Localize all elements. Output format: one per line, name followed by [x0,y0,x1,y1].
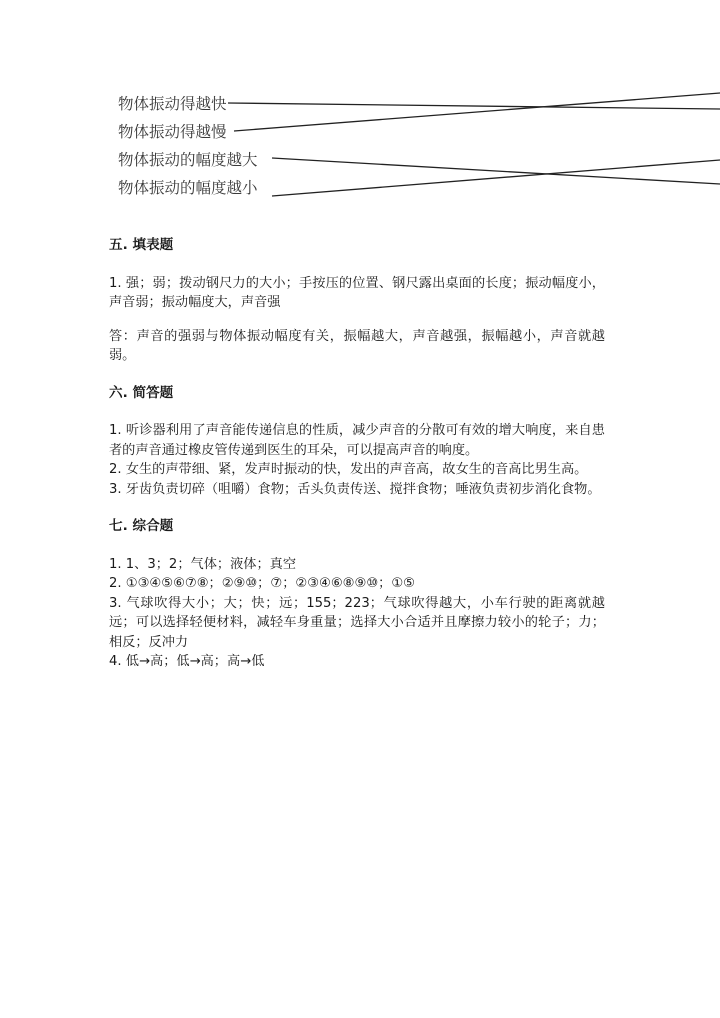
section-7-item-1: 1. 1、3；2；气体；液体；真空 [109,556,297,572]
answer-content [109,236,605,690]
match-label-small-amplitude: 物体振动的幅度越小 [118,179,258,197]
section-5 [109,236,605,366]
match-line-large [272,158,720,184]
match-line-slow [234,93,720,131]
match-line-small [272,160,720,196]
match-label-slow: 物体振动得越慢 [118,123,227,141]
section-7-item-2: 2. ①③④⑤⑥⑦⑧；②⑨⑩；⑦；②③④⑥⑧⑨⑩；①⑤ [109,576,415,591]
match-line-fast [228,103,720,109]
section-6-item-1: 1. 听诊器利用了声音能传递信息的性质，减少声音的分散可有效的增大响度，来自患者的声音通过橡皮管传递到医生的耳朵，可以提高声音的响度。 [109,423,605,458]
section-7-item-4: 4. 低→高；低→高；高→低 [109,654,265,669]
section-7-item-3: 3. 气球吹得大小；大；快；远；155；223；气球吹得越大，小车行驶的距离就越远；可以选择轻便材料，减轻车身重量；选择大小合适并且摩擦力较小的轮子；力；相反；反冲力 [109,595,605,650]
section-7 [109,517,605,672]
match-label-fast: 物体振动得越快 [118,95,227,113]
section-5-answer-2: 答：声音的强弱与物体振动幅度有关，振幅越大，声音越强，振幅越小，声音就越弱。 [109,328,605,363]
matching-figure [0,80,720,210]
section-6-item-2: 2. 女生的声带细、紧，发声时振动的快，发出的声音高，故女生的音高比男生高。 [109,462,588,477]
section-6 [109,384,605,500]
section-5-title: 五. 填表题 [109,237,174,253]
section-7-title: 七. 综合题 [109,518,174,534]
section-5-answer-1: 1. 强；弱；拨动钢尺力的大小；手按压的位置、钢尺露出桌面的长度；振动幅度小，声音弱；振动幅度大，声音强 [109,275,605,310]
section-6-item-3: 3. 牙齿负责切碎（咀嚼）食物；舌头负责传送、搅拌食物；唾液负责初步消化食物。 [109,481,601,497]
matching-lines [0,80,720,210]
section-6-title: 六. 简答题 [109,384,174,401]
match-label-large-amplitude: 物体振动的幅度越大 [118,151,258,169]
